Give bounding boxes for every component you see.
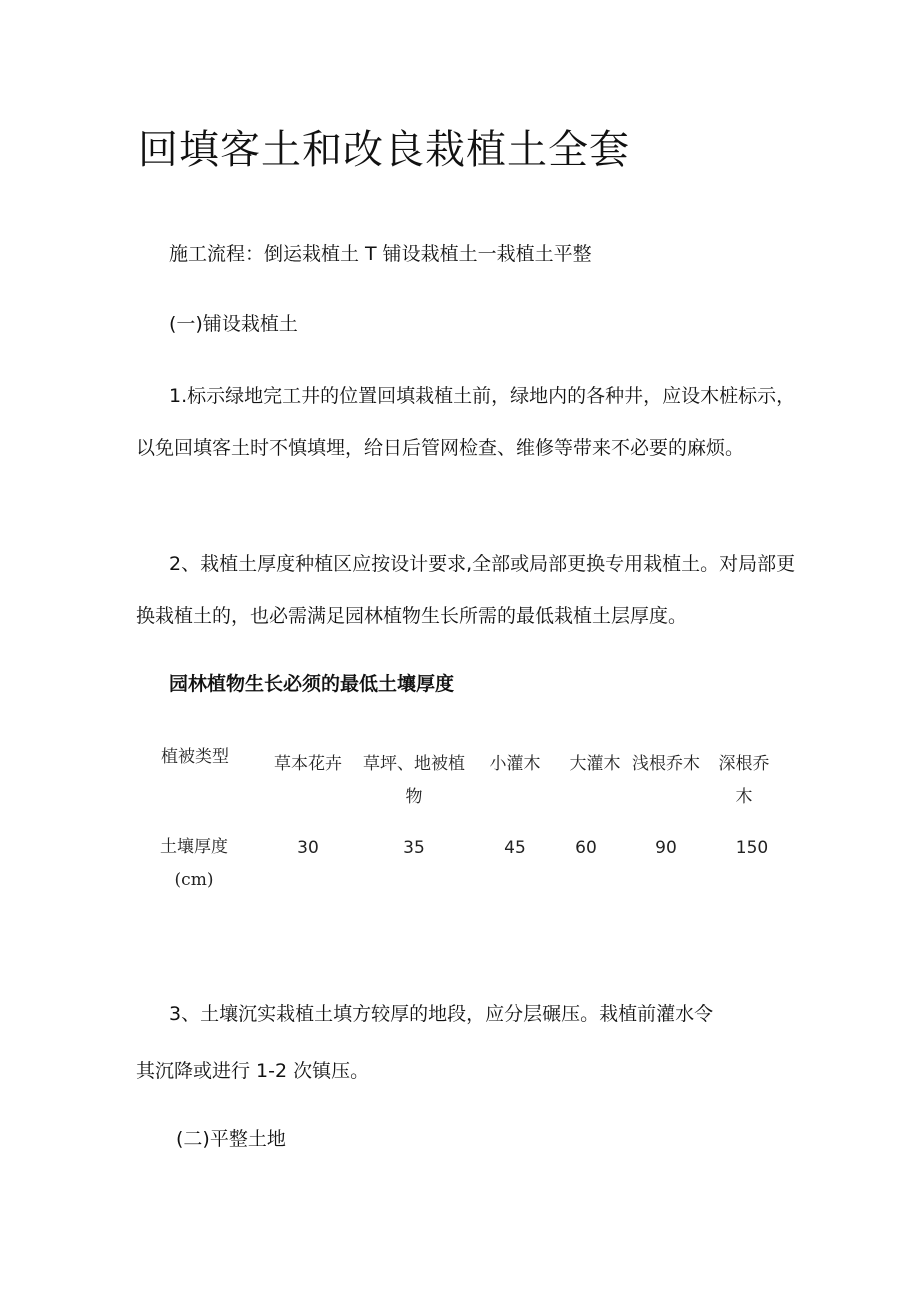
table-value: 90 [655,838,677,858]
table-value: 60 [575,838,597,858]
item3-line2: 其沉降或进行 1-2 次镇压。 [136,1060,370,1082]
table-value: 35 [403,838,425,858]
item1-paragraph: 1.标示绿地完工井的位置回填栽植土前，绿地内的各种井，应设木桩标示，以免回填客土时不慎填埋，给日后管网检查、维修等带来不必要的麻烦。 [136,385,796,459]
item3-line1: 3、土壤沉实栽植土填方较厚的地段，应分层碾压。栽植前灌水令 [169,1003,714,1025]
item2-paragraph: 2、栽植土厚度种植区应按设计要求,全部或局部更换专用栽植土。对局部更换栽植土的，也必需满足园林植物生长所需的最低栽植土层厚度。 [136,553,796,627]
table-column-header: 大灌木 [569,754,621,774]
table-row-label: 土壤厚度 (cm) [160,837,228,890]
document-title: 回填客土和改良栽植土全套 [138,127,630,173]
construction-flow: 施工流程：倒运栽植土 T 铺设栽植土一栽植土平整 [169,243,592,265]
table-column-header: 草本花卉 [274,754,342,774]
table-heading: 园林植物生长必须的最低土壤厚度 [169,673,455,695]
table-header-label: 植被类型 [161,747,229,767]
table-column-header: 浅根乔木 [632,754,700,774]
table-value: 30 [297,838,319,858]
table-value: 45 [504,838,526,858]
table-column-header: 小灌木 [489,754,541,774]
table-value: 150 [735,838,769,858]
section2-heading: (二)平整土地 [176,1128,286,1150]
section1-heading: (一)铺设栽植土 [169,313,298,335]
table-column-header: 深根乔木 [718,754,770,807]
table-column-header: 草坪、地被植物 [363,754,465,807]
